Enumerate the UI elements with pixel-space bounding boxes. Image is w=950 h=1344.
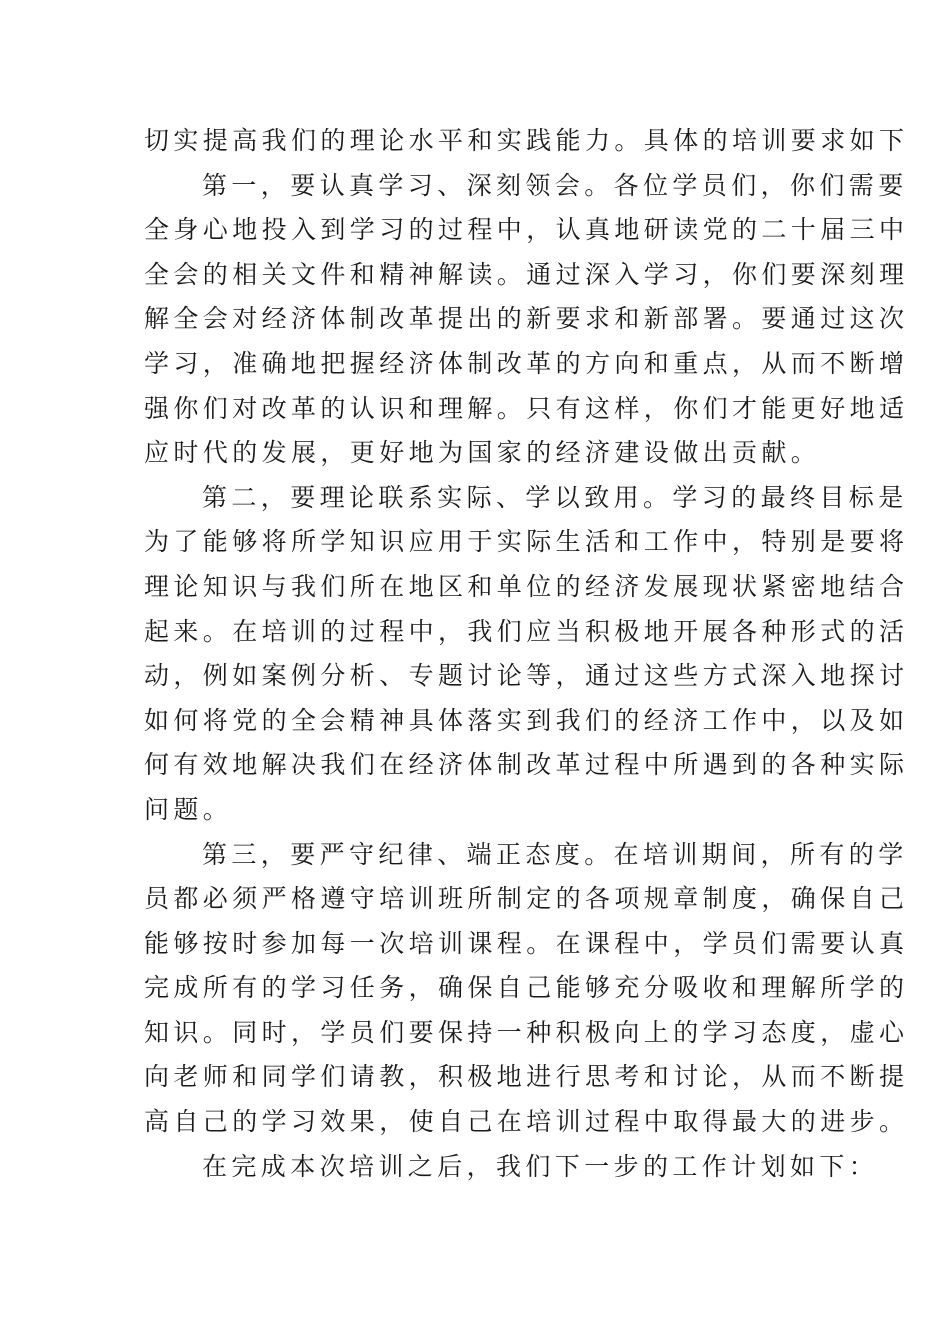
text-line: 解全会对经济体制改革提出的新要求和新部署。要通过这次 [144, 304, 909, 334]
text-line: 员都必须严格遵守培训班所制定的各项规章制度，确保自己 [144, 884, 909, 914]
text-line: 全会的相关文件和精神解读。通过深入学习，你们要深刻理 [144, 259, 909, 289]
text-line: 如何将党的全会精神具体落实到我们的经济工作中，以及如 [144, 705, 909, 735]
paragraph-3-first-line: 第三，要严守纪律、端正态度。在培训期间，所有的学 [202, 839, 908, 869]
document-body [144, 119, 909, 1189]
text-line: 学习，准确地把握经济体制改革的方向和重点，从而不断增 [144, 348, 909, 378]
text-line: 切实提高我们的理论水平和实践能力。具体的培训要求如下 [144, 126, 909, 155]
text-line: 完成所有的学习任务，确保自己能够充分吸收和理解所学的 [144, 973, 909, 1003]
text-line: 高自己的学习效果，使自己在培训过程中取得最大的进步。 [144, 1107, 909, 1137]
text-line: 知识。同时，学员们要保持一种积极向上的学习态度，虚心 [144, 1017, 909, 1047]
text-line: 为了能够将所学知识应用于实际生活和工作中，特别是要将 [144, 527, 909, 557]
paragraph-2-first-line: 第二，要理论联系实际、学以致用。学习的最终目标是 [202, 482, 908, 512]
text-line: 何有效地解决我们在经济体制改革过程中所遇到的各种实际 [144, 750, 909, 780]
paragraph-4-first-line: 在完成本次培训之后，我们下一步的工作计划如下： [202, 1151, 879, 1181]
text-line: 问题。 [144, 794, 233, 824]
text-line: 理论知识与我们所在地区和单位的经济发展现状紧密地结合 [144, 571, 909, 601]
text-line: 起来。在培训的过程中，我们应当积极地开展各种形式的活 [144, 616, 909, 646]
text-line: 动，例如案例分析、专题讨论等，通过这些方式深入地探讨 [144, 661, 909, 691]
text-line: 能够按时参加每一次培训课程。在课程中，学员们需要认真 [144, 928, 909, 958]
text-line: 向老师和同学们请教，积极地进行思考和讨论，从而不断提 [144, 1062, 909, 1092]
text-line: 应时代的发展，更好地为国家的经济建设做出贡献。 [144, 438, 821, 468]
paragraph-1-first-line: 第一，要认真学习、深刻领会。各位学员们，你们需要 [202, 170, 908, 200]
text-line: 强你们对改革的认识和理解。只有这样，你们才能更好地适 [144, 393, 909, 423]
text-line: 全身心地投入到学习的过程中，认真地研读党的二十届三中 [144, 215, 909, 245]
